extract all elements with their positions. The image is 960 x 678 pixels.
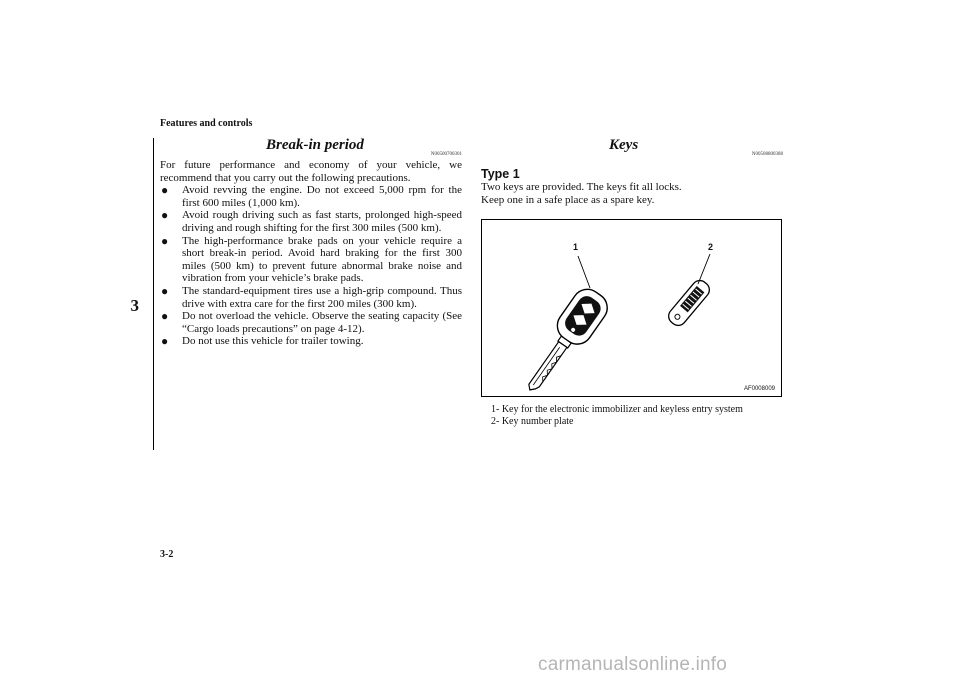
break-in-title: Break-in period	[266, 137, 364, 153]
chapter-number: 3	[130, 296, 139, 315]
bullet-icon: ●	[161, 309, 169, 324]
legend-item: 1- Key for the electronic immobilizer and keyless entry system	[491, 404, 743, 415]
keys-section	[481, 137, 783, 206]
type-heading: Type 1	[481, 167, 520, 181]
watermark: carmanualsonline.info	[538, 654, 728, 675]
list-item: ● Do not use this vehicle for trailer towing.	[161, 334, 364, 349]
break-in-section	[160, 137, 462, 348]
key-illustration	[482, 220, 781, 396]
list-item: ● Do not overload the vehicle. Observe the seating capacity (See “Cargo loads precautions” on page 4-12).	[161, 309, 462, 335]
bullet-icon: ●	[161, 334, 169, 349]
list-item: ● Avoid revving the engine. Do not exceed 5,000 rpm for the first 600 miles (1,000 km).	[161, 183, 462, 209]
chapter-tab	[113, 138, 154, 450]
key-number-plate-icon	[665, 277, 712, 328]
list-item: ● The standard-equipment tires use a high-grip compound. Thus drive with extra care for the first 200 miles (300 km).	[161, 283, 462, 310]
keys-intro-line-2: Keep one in a safe place as a spare key.	[481, 193, 655, 206]
callout-1: 1	[573, 242, 579, 252]
bullet-icon: ●	[161, 183, 169, 198]
bullet-icon: ●	[161, 208, 169, 223]
keys-title: Keys	[609, 137, 639, 153]
remote-key-icon	[516, 283, 613, 396]
legend-item: 2- Key number plate	[491, 416, 574, 428]
list-item: ● The high-performance brake pads on your vehicle require a short break-in period. Avoid hard braking for the first 300 miles (500 km) to prevent future abnormal brake noise and vibration from your vehicle’s brake pads.	[161, 233, 462, 285]
page-number: 3-2	[160, 549, 174, 560]
figure-code: AF0008009	[743, 386, 775, 392]
break-in-code: N00500700301	[430, 152, 462, 157]
break-in-intro: For future performance and economy of your vehicle, we recommend that you carry out the following precautions.	[160, 159, 462, 184]
keys-figure	[481, 219, 782, 397]
figure-legend	[491, 404, 781, 429]
list-item: ● Avoid rough driving such as fast starts, prolonged high-speed driving and rough shifting for the first 300 miles (500 km).	[161, 208, 462, 234]
keys-code: N00508800388	[751, 152, 783, 157]
callout-2: 2	[708, 242, 714, 252]
bullet-icon: ●	[161, 233, 169, 248]
keys-intro-line-1: Two keys are provided. The keys fit all locks.	[481, 181, 682, 193]
bullet-icon: ●	[161, 283, 169, 298]
break-in-precautions-list	[160, 184, 462, 348]
running-header: Features and controls	[160, 118, 253, 129]
